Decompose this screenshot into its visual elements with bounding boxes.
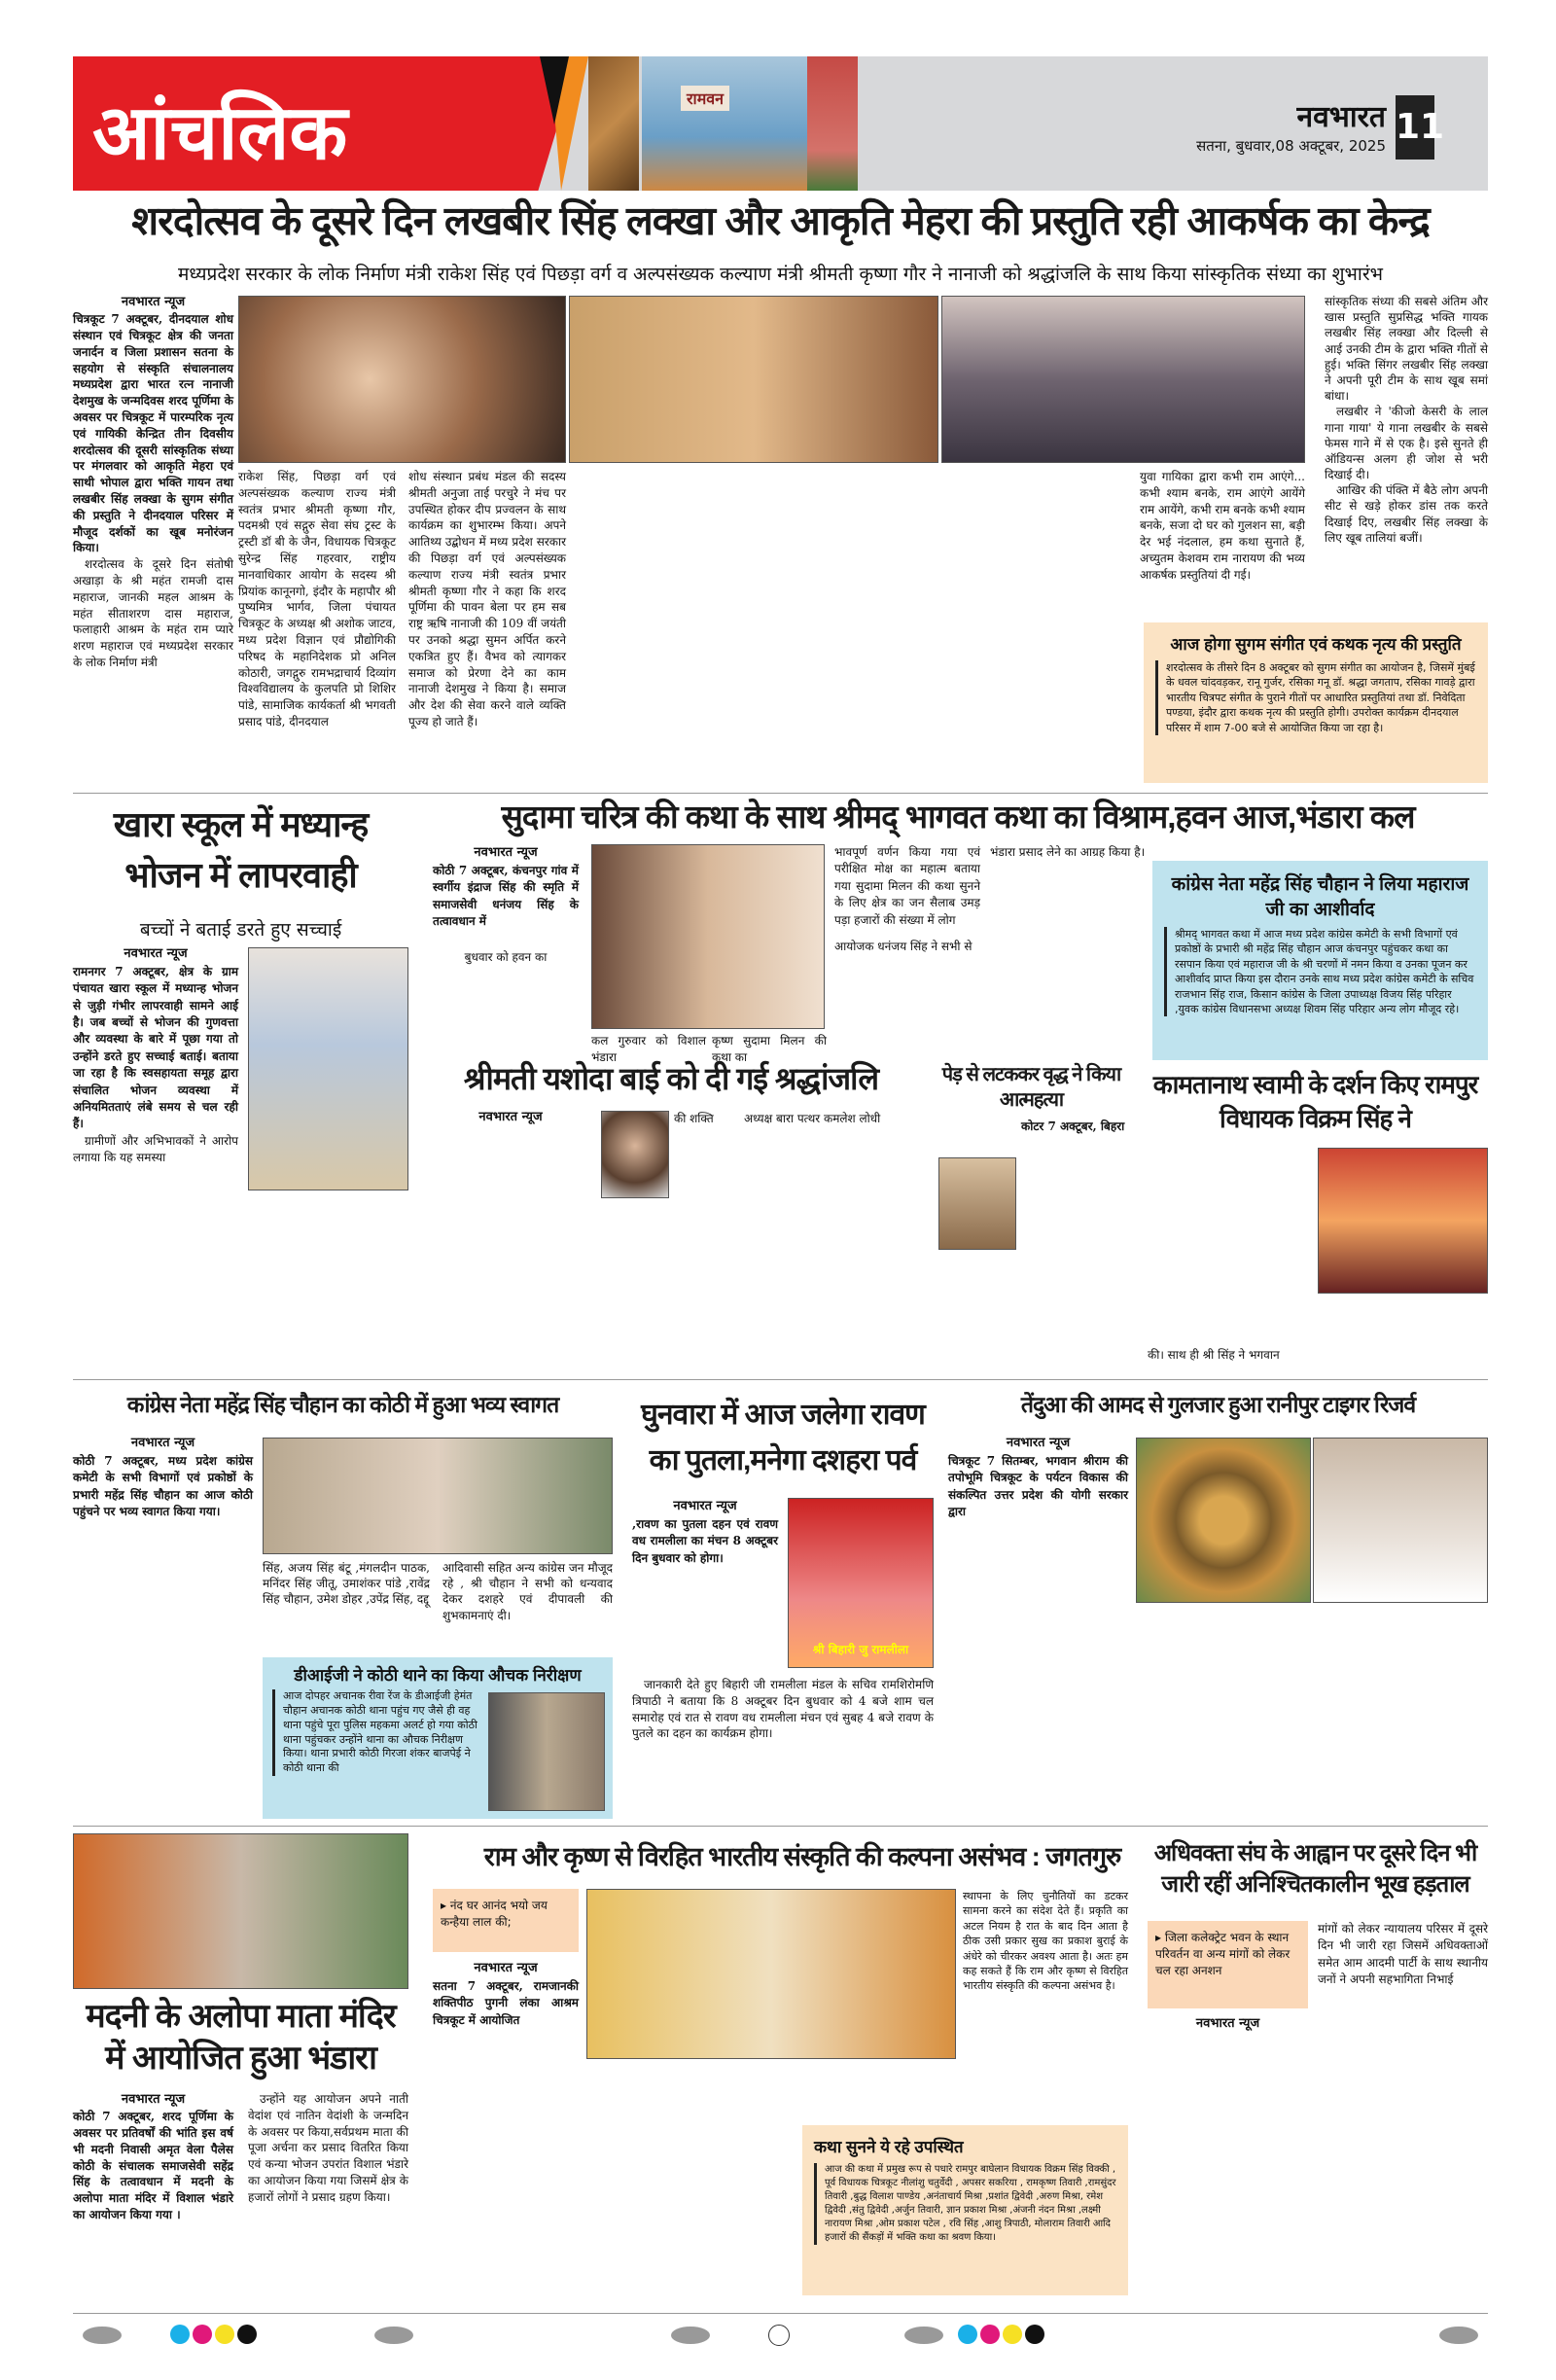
yashoda-portrait	[601, 1111, 669, 1198]
sudama-paragraph: बुधवार को हवन का	[464, 950, 548, 965]
color-dot-black	[1025, 2325, 1044, 2344]
sudama-caption-c: कृष्ण सुदामा मिलन की कथा का	[712, 1034, 827, 1065]
color-dot-yellow	[1003, 2325, 1022, 2344]
lead-paragraph: शरदोत्सव के दूसरे दिन संतोषी अखाड़ा के श्री महंत रामजी दास महाराज, जानकी महल आश्रम के महंत सीताशरण दास महाराज, फलाहारी आश्रम के महंत राम प्यारे शरण महाराज एवं मध्यप्रदेश सरकार के लोक निर्माण मंत्री	[73, 557, 233, 669]
color-dot-yellow	[215, 2325, 234, 2344]
school-paragraph: ग्रामीणों और अभिभावकों ने आरोप लगाया कि यह समस्या	[73, 1133, 238, 1165]
pull-arrow-icon: ▸	[441, 1899, 450, 1912]
madni-paragraph: उन्होंने यह आयोजन अपने नाती वेदांश एवं नातिन वेदांशी के जन्मदिन के अवसर पर किया,सर्वप्रथम माता की पूजा अर्चना कर प्रसाद वितरित किया एवं कन्या भोजन उपरांत विशाल भंडारे का आयोजन किया गया जिसमें क्षेत्र के हजारों लोगों ने प्रसाद ग्रहण किया।	[248, 2092, 408, 2204]
box-body: आज की कथा में प्रमुख रूप से पधारे रामपुर बाघेलान विधायक विक्रम सिंह विक्की , पूर्व विधायक चित्रकूट नीलांशु चतुर्वेदी , अपसर सकरिया , रामकृष्ण तिवारी ,रामसुंदर तिवारी ,बुद्ध विलाश पाण्डेय ,अनंताचार्य मिश्रा ,प्रशांत द्विवेदी ,अरुण मिश्रा, रमेश द्विवेदी ,संतु द्विवेदी ,अर्जुन तिवारी, ज्ञान प्रकाश मिश्रा ,अंजनी नंदन मिश्रा ,लक्ष्मी नारायण मिश्रा ,ओम प्रकाश पटेल , रवि सिंह ,आशु त्रिपाठी, मोलाराम तिवारी आदि हजारों की सैंकड़ों में भक्ति कथा का श्रवण किया।	[814, 2163, 1116, 2245]
color-dot-cyan	[958, 2325, 977, 2344]
school-headline: खारा स्कूल में मध्यान्ह भोजन में लापरवाही	[113, 804, 369, 896]
registration-oval	[671, 2327, 710, 2344]
yashoda-col	[433, 1109, 588, 1127]
page-number: 11	[1396, 95, 1434, 160]
divider	[73, 793, 1488, 794]
photo-caption: श्री बिहारी जु रामलीला	[812, 1643, 909, 1656]
chauhan-col	[73, 1435, 253, 1520]
lead-photo-tribute	[238, 296, 566, 463]
lead-headline: शरदोत्सव के दूसरे दिन लखबीर सिंह लक्खा और आकृति मेहरा की प्रस्तुति रही आकर्षक का केन्द्र	[131, 198, 1430, 243]
gate-sign: रामवन	[681, 86, 729, 111]
school-paragraph: रामनगर 7 अक्टूबर, क्षेत्र के ग्राम पंचायत खारा स्कूल में मध्यान्ह भोजन से जुड़ी गंभीर लापरवाही सामने आई है। जब बच्चों से भोजन की गुणवत्ता और व्यवस्था के बारे में पूछा गया तो उन्होंने डरते हुए सच्चाई बताई। बताया जा रहा है कि स्वसहायता समूह द्वारा संचालित भोजन व्यवस्था में अनियमितताएं लंबे समय से चल रही हैं।	[73, 964, 238, 1131]
suicide-headline: पेड़ से लटककर वृद्ध ने किया आत्महत्या	[941, 1064, 1121, 1111]
news-credit: नवभारत न्यूज	[121, 2092, 186, 2107]
box-title: डीआईजी ने कोठी थाने का किया औचक निरीक्षण	[294, 1666, 582, 1685]
madni-body	[73, 2091, 233, 2223]
suicide-photo	[938, 1157, 1016, 1250]
dateline: सतना, बुधवार,08 अक्टूबर, 2025	[1196, 137, 1386, 155]
dig-info-box	[263, 1657, 613, 1819]
divider	[73, 1826, 1488, 1827]
advocates-credit	[1148, 2015, 1308, 2034]
lead-photo-stage	[569, 296, 938, 463]
divider	[73, 1379, 1488, 1380]
header-photo-ramvan	[642, 56, 807, 191]
registration-crosshair	[768, 2325, 790, 2346]
chauhan-headline: कांग्रेस नेता महेंद्र सिंह चौहान का कोठी में हुआ भव्य स्वागत	[126, 1392, 559, 1417]
sudama-paragraph: कोठी 7 अक्टूबर, कंचनपुर गांव में स्वर्गीय इंद्राज सिंह की स्मृति में समाजसेवी धनंजय सिंह के तत्वावधान में	[433, 863, 579, 929]
chauhan-photo-welcome	[263, 1438, 613, 1554]
jagatguru-photo	[586, 1889, 956, 2059]
suicide-body: कोटर 7 अक्टूबर, बिहरा	[1021, 1119, 1125, 1133]
registration-oval	[83, 2327, 122, 2344]
advocates-headline: अधिवक्ता संघ के आह्वान पर दूसरे दिन भी जारी रहीं अनिश्चितकालीन भूख हड़ताल	[1153, 1840, 1477, 1899]
chauhan-paragraph: कोठी 7 अक्टूबर, मध्य प्रदेश कांग्रेस कमेटी के सभी विभागों एवं प्रकोष्ठों के प्रभारी महेंद्र सिंह चौहान का आज कोठी पहुंचने पर भव्य स्वागत किया गया।	[73, 1453, 253, 1519]
kamtanath-photo	[1318, 1148, 1488, 1294]
tiger-photo-leopard	[1136, 1438, 1311, 1603]
lead-paragraph: आखिर की पंक्ति में बैठे लोग अपनी सीट से खड़े होकर डांस तक करते दिखाई दिए, लखबीर सिंह लक्खा के लिए खूब तालियां बजीं।	[1325, 483, 1488, 545]
tiger-photo-official	[1313, 1438, 1488, 1603]
lead-paragraph: शोध संस्थान प्रबंध मंडल की सदस्य श्रीमती अनुजा ताई परचुरे ने मंच पर उपस्थित होकर दीप प्रज्वलन के साथ कार्यक्रम का शुभारम्भ किया। अपने आतिथ्य उद्बोधन में मध्य प्रदेश सरकार की पिछड़ा वर्ग एवं अल्पसंख्यक कल्याण राज्य मंत्री स्वतंत्र प्रभार श्रीमती कृष्णा गौर ने कहा कि शरद पूर्णिमा की पावन बेला पर हम सब राष्ट्र ऋषि नानाजी की 109 वीं जयंती पर उनको श्रद्धा सुमन अर्पित करने एकत्रित हुए हैं। वैभव को त्यागकर समाज को प्रेरणा देने का काम नानाजी देशमुख ने किया है। समाज और देश की सेवा करने वाले व्यक्ति पूज्य हो जाते हैं।	[408, 470, 566, 728]
ravan-col	[632, 1498, 778, 1567]
color-dot-cyan	[170, 2325, 190, 2344]
section-title: आंचलिक	[92, 89, 348, 175]
sudama-caption-b: कल गुरुवार को विशाल भंडारा	[591, 1034, 706, 1065]
yashoda-text-2: अध्यक्ष बारा पत्थर कमलेश लोधी	[744, 1112, 881, 1125]
lead-paragraph: राकेश सिंह, पिछड़ा वर्ग एवं अल्पसंख्यक कल्याण राज्य मंत्री स्वतंत्र प्रभार श्रीमती कृष्णा गौर, पदमश्री एवं सद्गुरु सेवा संघ ट्रस्ट के ट्रस्टी डॉ बी के जैन, विधायक चित्रकूट सुरेन्द्र सिंह गहरवार, राष्ट्रीय मानवाधिकार आयोग के सदस्य श्री प्रियांक कानूनगो, इंदौर के महापौर श्री पुष्यमित्र भार्गव, जिला पंचायत चित्रकूट के अध्यक्ष श्री अशोक जाटव, मध्य प्रदेश विज्ञान एवं प्रौद्योगिकी परिषद के महानिदेशक प्रो अनिल कोठारी, जगद्गुरु रामभद्राचार्य दिव्यांग विश्वविद्यालय के कुलपति प्रो शिशिर पांडे, सामाजिक कार्यकर्ता श्री भगवती प्रसाद पांडे, दीनदयाल	[238, 470, 396, 728]
registration-oval	[904, 2327, 943, 2344]
pull-arrow-icon: ▸	[1155, 1931, 1165, 1944]
dig-photo-police	[488, 1692, 605, 1811]
school-body	[73, 945, 238, 1167]
footer-rule	[73, 2313, 1488, 2314]
madni-body-2	[248, 2091, 408, 2206]
box-title: कांग्रेस नेता महेंद्र सिंह चौहान ने लिया महाराज जी का आशीर्वाद	[1171, 874, 1469, 920]
tiger-headline: तेंदुआ की आमद से गुलजार हुआ रानीपुर टाइगर रिजर्व	[1020, 1392, 1416, 1417]
jagatguru-pullquote	[433, 1889, 579, 1952]
lead-paragraph: लखबीर ने 'कीजो केसरी के लाल गाना गाया' ये गाना लखबीर के सबसे फेमस गाने में से एक है। इसे सुनते ही ऑडियन्स अलग ही जोश से भरी दिखाई दी।	[1325, 405, 1488, 482]
yashoda-headline: श्रीमती यशोदा बाई को दी गई श्रद्धांजलि	[463, 1061, 879, 1096]
header-photo-statue	[588, 56, 639, 191]
jagatguru-paragraph: सतना 7 अक्टूबर, रामजानकी शक्तिपीठ पुगनी लंका आश्रम चित्रकूट में आयोजित	[433, 1978, 579, 2027]
yashoda-text: की शक्ति	[674, 1112, 714, 1125]
box-body: आज दोपहर अचानक रीवा रेंज के डीआईजी हेमंत चौहान अचानक कोठी थाना पहुंच गए जैसे ही वह थाना पहुंचे पूरा पुलिस महकमा अलर्ट हो गया कोठी थाना पहुंचकर उन्होंने थाना का औचक निरीक्षण किया। थाना प्रभारी कोठी गिरजा शंकर बाजपेई ने कोठी थाना की	[272, 1689, 478, 1776]
school-subhead: बच्चों ने बताई डरते हुए सच्चाई	[139, 919, 342, 941]
ravan-paragraph: ,रावण का पुतला दहन एवं रावण वध रामलीला का मंचन 8 अक्टूबर दिन बुधवार को होगा।	[632, 1516, 778, 1565]
pullquote-text: नंद घर आनंद भयो जय कन्हैया लाल की;	[441, 1899, 548, 1929]
chauhan-names: सिंह, अजय सिंह बंटू ,मंगलदीन पाठक, मनिंदर सिंह जीतू, उमाशंकर पांडे ,रावेंद्र सिंह चौहान, उमेश डोहर ,उपेंद्र सिंह, दद्दू	[263, 1561, 430, 1607]
ravan-photo	[788, 1498, 934, 1668]
sudama-col-1	[433, 844, 579, 967]
box-title: कथा सुनने ये रहे उपस्थित	[814, 2138, 964, 2156]
paper-name: नवभारत	[1296, 100, 1386, 134]
color-dot-magenta	[980, 2325, 1000, 2344]
kamtanath-body: की। साथ ही श्री सिंह ने भगवान	[1148, 1348, 1280, 1362]
news-credit: नवभारत न्यूज	[478, 1110, 543, 1124]
ravan-col-2	[632, 1677, 934, 1742]
advocates-body: मांगों को लेकर न्यायालय परिसर में दूसरे दिन भी जारी रहा जिसमें अधिवक्ताओं समेत आम आदमी पार्टी के साथ स्थानीय जनों ने अपनी सहभागिता निभाई	[1318, 1922, 1488, 1987]
news-credit: नवभारत न्यूज	[124, 946, 188, 961]
jagatguru-col	[433, 1960, 579, 2029]
lead-subhead: मध्यप्रदेश सरकार के लोक निर्माण मंत्री राकेश सिंह एवं पिछड़ा वर्ग व अल्पसंख्यक कल्याण मंत्री श्रीमती कृष्णा गौर ने नानाजी को श्रद्धांजलि के साथ किया सांस्कृतिक संध्या का शुभारंभ	[178, 264, 1383, 285]
sudama-col-4: भंडारा प्रसाद लेने का आग्रह किया है।	[990, 845, 1146, 859]
school-photo-children	[248, 947, 408, 1190]
box-title: आज होगा सुगम संगीत एवं कथक नृत्य की प्रस्तुति	[1170, 635, 1462, 654]
lead-photo-audience	[941, 296, 1305, 463]
lead-info-box	[1144, 622, 1488, 783]
news-credit: नवभारत न्यूज	[474, 1961, 538, 1975]
header-photo-building	[807, 56, 858, 191]
sudama-paragraph: भावपूर्ण वर्णन किया गया एवं परीक्षित मोक्ष का महात्म बताया गया सुदामा मिलन की कथा सुनने के लिए क्षेत्र का जन सैलाब उमड़ पड़ा हजारों की संख्या में लोग	[834, 845, 980, 927]
advocates-pullquote	[1148, 1921, 1308, 2008]
pullquote-text: जिला कलेक्ट्रेट भवन के स्थान परिवर्तन वा अन्य मांगों को लेकर चल रहा अनशन	[1155, 1931, 1291, 1977]
lead-col-1	[73, 294, 233, 671]
madni-photo-bhandara	[73, 1833, 408, 1989]
lead-col-2	[238, 469, 396, 730]
lead-paragraph: सांस्कृतिक संध्या की सबसे अंतिम और खास प्रस्तुति सुप्रसिद्ध भक्ति गायक लखबीर सिंह लक्खा और दिल्ली से आई उनकी टीम के द्वारा भक्ति गीतों से हुई। भक्ति सिंगर लखबीर सिंह लक्खा ने अपनी पूरी टीम के साथ खूब समां बांधा।	[1325, 295, 1488, 404]
tiger-col	[948, 1435, 1128, 1520]
sudama-photo-katha	[591, 844, 825, 1029]
color-dot-magenta	[193, 2325, 212, 2344]
news-credit: नवभारत न्यूज	[121, 295, 186, 309]
news-credit: नवभारत न्यूज	[1006, 1436, 1071, 1450]
lead-paragraph: युवा गायिका द्वारा कभी राम आएंगे... कभी श्याम बनके, राम आएंगे आयेंगे राम आयेंगे, कभी राम बनके कभी श्याम बनके, सजा दो घर को गुलशन सा, बड़ी देर भई नंदलाल, हम कथा सुनाते हैं, अच्युतम केशवम राम नारायण की भव्य आकर्षक प्रस्तुतियां दी गई।	[1140, 470, 1305, 582]
lead-col-right	[1325, 294, 1488, 546]
tiger-paragraph: चित्रकूट 7 सितम्बर, भगवान श्रीराम की तपोभूमि चित्रकूट के पर्यटन विकास की संकल्पित उत्तर प्रदेश की योगी सरकार द्वारा	[948, 1453, 1128, 1519]
color-dot-black	[237, 2325, 257, 2344]
news-credit: नवभारत न्यूज	[130, 1436, 195, 1450]
lead-col-3	[408, 469, 566, 730]
madni-headline: मदनी के अलोपा माता मंदिर में आयोजित हुआ भंडारा	[86, 1998, 396, 2077]
sudama-info-box	[1152, 861, 1488, 1060]
madni-paragraph: कोठी 7 अक्टूबर, शरद पूर्णिमा के अवसर पर प्रतिवर्षों की भांति इस वर्ष भी मदनी निवासी अमृत वेला पैलेस कोठी के संचालक समाजसेवी सहेंद्र सिंह के तत्वावधान में मदनी के अलोपा माता मंदिर में विशाल भंडारे का आयोजन किया गया ।	[73, 2110, 233, 2221]
sudama-col-3	[834, 844, 980, 955]
sudama-paragraph: आयोजक धनंजय सिंह ने सभी से	[834, 939, 972, 953]
news-credit: नवभारत न्यूज	[1195, 2016, 1260, 2031]
masthead	[73, 56, 1488, 191]
news-credit: नवभारत न्यूज	[474, 845, 538, 860]
registration-oval	[1439, 2327, 1478, 2344]
jagatguru-headline: राम और कृष्ण से विरहित भारतीय संस्कृति की कल्पना असंभव : जगतगुरु	[483, 1842, 1121, 1871]
registration-oval	[374, 2327, 413, 2344]
ravan-paragraph: जानकारी देते हुए बिहारी जी रामलीला मंडल के सचिव रामशिरोमणि त्रिपाठी ने बताया कि 8 अक्टूबर दिन बुधवार को 4 बजे शाम चल समारोह एवं रात से रावण वध रामलीला मंचन एवं सुबह 4 बजे रावण के पुतले का दहन का कार्यक्रम होगा।	[632, 1678, 934, 1741]
lead-paragraph: चित्रकूट 7 अक्टूबर, दीनदयाल शोध संस्थान एवं चित्रकूट क्षेत्र की जनता जनार्दन व जिला प्रशासन सतना के सहयोग से संस्कृति संचालनालय मध्यप्रदेश द्वारा भारत रत्न नानाजी देशमुख के जन्मदिवस शरद पूर्णिमा के अवसर पर चित्रकूट में पारम्परिक नृत्य एवं गायिकी केन्द्रित तीन दिवसीय शरदोत्सव की दूसरी सांस्कृतिक संध्या पर मंगलवार को आकृति मेहरा एवं साथी भोपाल द्वारा भक्ति गायन तथा लखबीर सिंह लक्खा के सुगम संगीत की प्रस्तुति ने दीनदयाल परिसर में मौजूद दर्शकों का खूब मनोरंजन किया।	[73, 312, 233, 555]
ravan-headline: घुनवारा में आज जलेगा रावण का पुतला,मनेगा दशहरा पर्व	[641, 1399, 925, 1476]
jagatguru-col-2: स्थापना के लिए चुनौतियों का डटकर सामना करने का संदेश देते हैं। प्रकृति का अटल नियम है रात के बाद दिन आता है ठीक उसी प्रकार सुख का प्रकाश बुराई के अंधेरे को चीरकर अवश्य आता है। अतः हम कह सकते हैं कि राम और कृष्ण से विरहित भारतीय संस्कृति की कल्पना असंभव है।	[963, 1890, 1128, 1993]
katha-attendees-box	[802, 2125, 1128, 2295]
box-body: शरदोत्सव के तीसरे दिन 8 अक्टूबर को सुगम संगीत का आयोजन है, जिसमें मुंबई के धवल चांदवड़कर, रानू गुर्जर, रसिका गनू डॉ. श्रद्धा जगताप, रसिका गावड़े द्वारा भारतीय चित्रपट संगीत के पुराने गीतों पर आधारित प्रस्तुतियां तथा डॉ. निवेदिता पण्डया, इंदौर द्वारा कथक नृत्य की प्रस्तुति होगी। उपरोक्त कार्यक्रम दीनदयाल परिसर में शाम 7-00 बजे से आयोजित किया जा रहा है।	[1155, 660, 1476, 735]
chauhan-close: आदिवासी सहित अन्य कांग्रेस जन मौजूद रहे , श्री चौहान ने सभी को धन्यवाद देकर दशहरे एवं दीपावली की शुभकामनाएं दी।	[442, 1561, 613, 1622]
news-credit: नवभारत न्यूज	[673, 1499, 737, 1513]
lead-col-singer	[1140, 469, 1305, 584]
kamtanath-headline: कामतानाथ स्वामी के दर्शन किए रामपुर विधायक विक्रम सिंह ने	[1152, 1070, 1478, 1134]
box-body: श्रीमद् भागवत कथा में आज मध्य प्रदेश कांग्रेस कमेटी के सभी विभागों एवं प्रकोष्ठों के प्रभारी श्री महेंद्र सिंह चौहान आज कंचनपुर पहुंचकर कथा का रसपान किया एवं महाराज जी के श्री चरणों में नमन किया व उनका पूजन कर आशीर्वाद प्राप्त किया इस दौरान उनके साथ मध्य प्रदेश कांग्रेस कमेटी के सचिव राजभान सिंह राज, किसान कांग्रेस के जिला उपाध्यक्ष विजय सिंह परिहार ,युवक कांग्रेस विधानसभा अध्यक्ष शिवम सिंह परिहार अन्य लोग मौजूद रहे।	[1164, 927, 1476, 1016]
sudama-headline: सुदामा चरित्र की कथा के साथ श्रीमद् भागवत कथा का विश्राम,हवन आज,भंडारा कल	[501, 799, 1415, 835]
